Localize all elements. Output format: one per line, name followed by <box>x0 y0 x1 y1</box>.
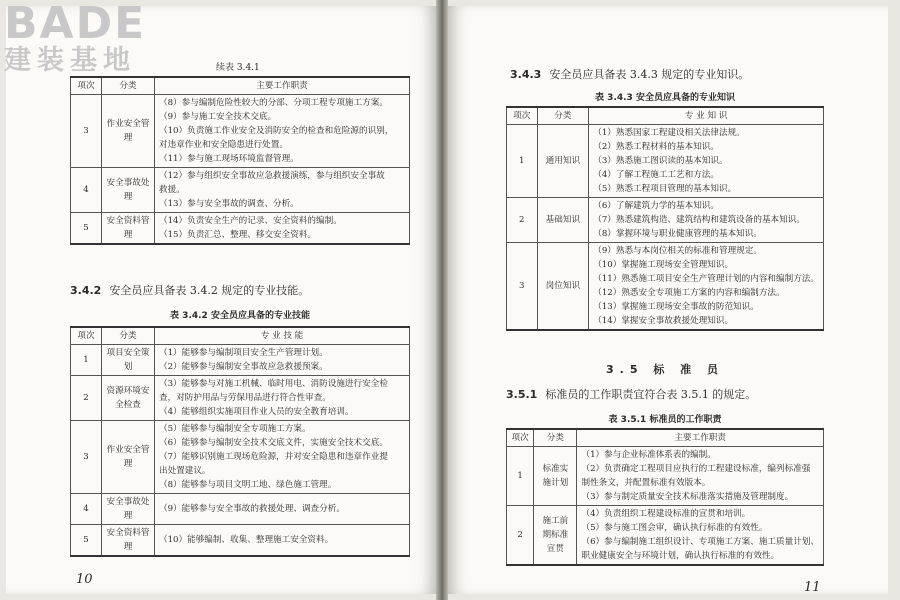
content-line: （4）负责组织工程建设标准的宣贯和培训。 <box>581 509 751 519</box>
table-row <box>71 168 410 213</box>
table-3-4-1-continued <box>70 76 410 245</box>
table-row <box>71 525 410 557</box>
content-line: （10）负责施工作业安全及消防安全的检查和危险源的识别， <box>159 126 394 136</box>
content-line: （3）参与制定质量安全技术标准落实措施及管理制度。 <box>581 492 794 502</box>
row-category: 安全事故处理 <box>102 168 155 213</box>
row-number: 1 <box>71 345 102 376</box>
table-row <box>71 421 410 494</box>
row-category: 资源环境安全检查 <box>102 376 155 421</box>
left-page <box>6 6 436 594</box>
col-header-category: 分类 <box>537 107 589 125</box>
logo-subtitle: 建装基地 <box>4 45 136 76</box>
section-number: 3.4.2 <box>70 284 102 297</box>
right-page <box>448 6 888 594</box>
table-row <box>507 506 824 566</box>
table-row <box>71 494 410 525</box>
table-row <box>507 198 824 243</box>
row-number: 4 <box>71 494 102 525</box>
row-category: 作业安全管理 <box>102 421 155 494</box>
section-3-5-1 <box>506 386 756 402</box>
col-header-no: 项次 <box>507 107 538 125</box>
content-line: （6）了解建筑力学的基本知识。 <box>593 201 719 211</box>
col-header-content: 专 业 技 能 <box>155 327 410 345</box>
book-gutter <box>436 0 448 600</box>
table-row <box>71 345 410 376</box>
row-content <box>589 125 824 198</box>
row-number: 5 <box>71 213 102 245</box>
content-line: （9）能够参与安全事故的救援处理、调查分析。 <box>159 504 345 514</box>
skills-table <box>70 326 410 557</box>
content-line: （6）参与编制施工组织设计、专项施工方案、施工质量计划、 <box>581 537 819 547</box>
content-line: （14）掌握安全事故救援处理知识。 <box>593 316 734 326</box>
row-content <box>589 243 824 331</box>
content-line: （11）参与施工现场环境监督管理。 <box>159 154 299 164</box>
content-line: （13）掌握施工现场安全事故的防范知识。 <box>593 302 759 312</box>
content-line: （9）参与施工安全技术交底。 <box>159 112 277 122</box>
content-line: （10）掌握施工现场安全管理知识。 <box>593 260 734 270</box>
duty-table <box>70 76 410 245</box>
content-line: （1）熟悉国家工程建设相关法律法规。 <box>593 128 745 138</box>
table-3-4-2 <box>70 326 410 557</box>
row-content <box>577 447 824 506</box>
logo-brand: BADE <box>4 0 147 49</box>
table-row <box>507 447 824 506</box>
col-header-no: 项次 <box>71 77 102 95</box>
row-content <box>155 168 410 213</box>
section-3-4-3 <box>510 66 749 82</box>
content-line: 制性条文，并配置标准有效版本。 <box>581 478 711 488</box>
row-content <box>155 345 410 376</box>
row-category: 基础知识 <box>537 198 589 243</box>
content-line: （7）能够识别施工现场危险源，并对安全隐患和违章作业提 <box>159 452 388 462</box>
row-number: 3 <box>71 421 102 494</box>
content-line: 对违章作业和安全隐患进行处置。 <box>159 140 288 150</box>
content-line: （2）负责确定工程项目应执行的工程建设标准，编列标准强 <box>581 464 811 474</box>
col-header-category: 分类 <box>102 327 155 345</box>
content-line: （4）了解工程施工工艺和方法。 <box>593 170 719 180</box>
content-line: （3）熟悉施工图识读的基本知识。 <box>593 156 728 166</box>
row-number: 2 <box>507 506 534 566</box>
section-number: 3.4.3 <box>510 68 542 81</box>
col-header-content: 主要工作职责 <box>577 429 824 447</box>
section-heading-3-5: 3.5 标 准 员 <box>606 363 724 376</box>
table-row <box>507 243 824 331</box>
content-line: （4）能够组织实施项目作业人员的安全教育培训。 <box>159 407 354 417</box>
content-line: （12）熟悉安全专项施工方案的内容和编制方法。 <box>593 288 785 298</box>
content-line: （9）熟悉与本岗位相关的标准和管理规定。 <box>593 246 762 256</box>
row-category: 施工前期标准宣贯 <box>534 506 577 566</box>
row-content <box>155 525 410 557</box>
content-line: （15）负责汇总、整理、移交安全资料。 <box>159 230 317 240</box>
row-content <box>155 376 410 421</box>
row-content <box>155 494 410 525</box>
content-line: （8）掌握环境与职业健康管理的基本知识。 <box>593 229 762 239</box>
content-line: （2）熟悉工程材料的基本知识。 <box>593 142 719 152</box>
content-line: （8）能够参与项目文明工地、绿色施工管理。 <box>159 480 337 490</box>
content-line: （11）熟悉施工项目安全生产管理计划的内容和编制方法。 <box>593 274 819 284</box>
knowledge-table <box>506 106 824 331</box>
col-header-no: 项次 <box>71 327 102 345</box>
continued-table-caption: 续表 3.4.1 <box>216 63 260 73</box>
row-number: 2 <box>71 376 102 421</box>
content-line: （1）能够参与编制项目安全生产管理计划。 <box>159 348 328 358</box>
section-number: 3.5.1 <box>506 388 538 401</box>
col-header-category: 分类 <box>534 429 577 447</box>
content-line: 查，对防护用品与劳保用品进行符合性审查。 <box>159 393 331 403</box>
section-text: 安全员应具备表 3.4.3 规定的专业知识。 <box>549 68 750 81</box>
col-header-content: 主要工作职责 <box>155 77 410 95</box>
row-number: 1 <box>507 125 538 198</box>
content-line: （5）参与施工图会审，确认执行标准的有效性。 <box>581 523 768 533</box>
row-category: 项目安全策划 <box>102 345 155 376</box>
content-line: 救援。 <box>159 185 185 195</box>
section-text: 标准员的工作职责宜符合表 3.5.1 的规定。 <box>545 388 757 401</box>
row-number: 1 <box>507 447 534 506</box>
table-row <box>71 376 410 421</box>
content-line: （7）熟悉建筑构造、建筑结构和建筑设备的基本知识。 <box>593 215 805 225</box>
page-number: 10 <box>76 572 93 587</box>
row-content <box>155 95 410 168</box>
page-number: 11 <box>804 580 821 594</box>
row-category: 岗位知识 <box>537 243 589 331</box>
row-number: 3 <box>71 95 102 168</box>
content-line: （13）参与安全事故的调查、分析。 <box>159 199 299 209</box>
table-3-4-3 <box>506 106 824 331</box>
content-line: （8）参与编制危险性较大的分部、分项工程专项施工方案。 <box>159 98 388 108</box>
watermark-logo <box>4 2 174 80</box>
content-line: （5）能够参与编制安全专项施工方案。 <box>159 424 311 434</box>
row-number: 2 <box>507 198 538 243</box>
table-caption: 表 3.4.3 安全员应具备的专业知识 <box>595 93 735 103</box>
table-row <box>71 213 410 245</box>
row-content <box>155 213 410 245</box>
content-line: （10）能够编制、收集、整理施工安全资料。 <box>159 535 334 545</box>
col-header-no: 项次 <box>507 429 534 447</box>
section-3-4-2 <box>70 282 309 298</box>
row-number: 5 <box>71 525 102 557</box>
row-content <box>589 198 824 243</box>
table-row <box>507 125 824 198</box>
row-category: 标准实施计划 <box>534 447 577 506</box>
content-line: （12）参与组织安全事故应急救援演练，参与组织安全事故 <box>159 171 385 181</box>
content-line: （6）能够参与编制安全技术交底文件，实施安全技术交底。 <box>159 438 388 448</box>
row-number: 3 <box>507 243 538 331</box>
row-category: 安全资料管理 <box>102 213 155 245</box>
col-header-category: 分类 <box>102 77 155 95</box>
row-category: 通用知识 <box>537 125 589 198</box>
content-line: 出处置建议。 <box>159 466 211 476</box>
row-number: 4 <box>71 168 102 213</box>
section-text: 安全员应具备表 3.4.2 规定的专业技能。 <box>109 284 310 297</box>
content-line: （14）负责安全生产的记录、安全资料的编制。 <box>159 216 342 226</box>
row-content <box>577 506 824 566</box>
content-line: （1）参与企业标准体系表的编制。 <box>581 450 716 460</box>
table-row <box>71 95 410 168</box>
table-caption: 表 3.4.2 安全员应具备的专业技能 <box>170 311 310 321</box>
col-header-content: 专 业 知 识 <box>589 107 824 125</box>
standards-duty-table <box>506 428 824 566</box>
row-content <box>155 421 410 494</box>
row-category: 作业安全管理 <box>102 95 155 168</box>
content-line: 职业健康安全与环境计划，确认执行标准的有效性。 <box>581 551 780 561</box>
table-caption: 表 3.5.1 标准员的工作职责 <box>608 415 722 425</box>
table-3-5-1 <box>506 428 824 566</box>
row-category: 安全资料管理 <box>102 525 155 557</box>
content-line: （3）能够参与对施工机械、临时用电、消防设施进行安全检 <box>159 379 388 389</box>
content-line: （2）能够参与编制安全事故应急救援预案。 <box>159 362 328 372</box>
content-line: （5）熟悉工程项目管理的基本知识。 <box>593 184 737 194</box>
row-category: 安全事故处理 <box>102 494 155 525</box>
